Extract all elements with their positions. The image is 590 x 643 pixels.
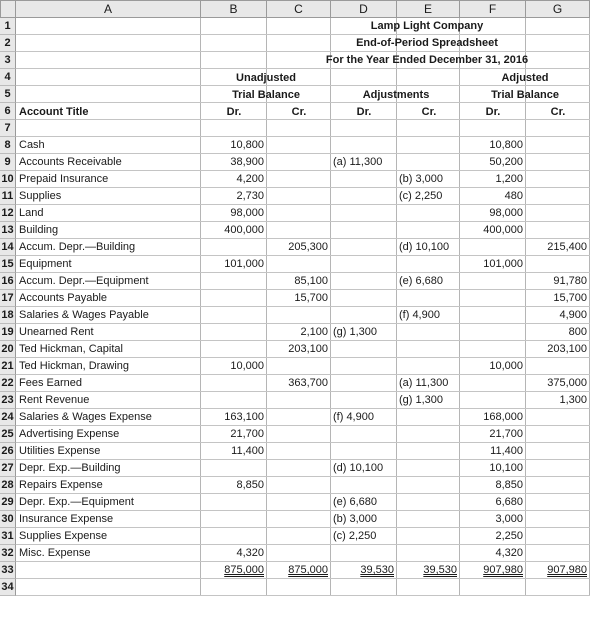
account-title-cell[interactable]: Equipment [19, 258, 72, 270]
row-number-29[interactable]: 29 [0, 494, 16, 511]
cell-tb-dr[interactable]: 101,000 [224, 258, 264, 270]
cell-atb-cr[interactable]: 1,300 [559, 394, 587, 406]
cell-atb-dr[interactable]: 101,000 [483, 258, 523, 270]
cell-atb-dr[interactable]: 168,000 [483, 411, 523, 423]
account-title-cell[interactable]: Depr. Exp.—Building [19, 462, 121, 474]
account-title-cell[interactable]: Depr. Exp.—Equipment [19, 496, 134, 508]
account-title-cell[interactable]: Prepaid Insurance [19, 173, 109, 185]
account-title-cell[interactable]: Unearned Rent [19, 326, 94, 338]
cell-atb-dr[interactable]: 10,000 [489, 360, 523, 372]
cell-tb-dr[interactable]: 4,200 [236, 173, 264, 185]
column-header-a[interactable]: A [16, 0, 201, 18]
cell-adj-cr[interactable]: (g) 1,300 [399, 394, 444, 406]
row-number-22[interactable]: 22 [0, 375, 16, 392]
cell-atb-cr[interactable]: 91,780 [553, 275, 587, 287]
row-number-19[interactable]: 19 [0, 324, 16, 341]
cell-atb-dr[interactable]: 3,000 [495, 513, 523, 525]
cell-adj-cr[interactable]: (d) 10,100 [399, 241, 450, 253]
account-title-cell[interactable]: Utilities Expense [19, 445, 101, 457]
cell-adj-dr[interactable]: (a) 11,300 [333, 156, 383, 168]
cell-atb-cr[interactable]: 800 [568, 326, 587, 338]
row-number-2[interactable]: 2 [0, 35, 16, 52]
account-title-cell[interactable]: Salaries & Wages Expense [19, 411, 152, 423]
row-number-33[interactable]: 33 [0, 562, 16, 579]
cell-atb-dr[interactable]: 6,680 [495, 496, 523, 508]
cell-tb-dr[interactable]: 4,320 [236, 547, 264, 559]
cell-atb-dr[interactable]: 480 [504, 190, 523, 202]
row-number-3[interactable]: 3 [0, 52, 16, 69]
cell-adj-dr[interactable]: (c) 2,250 [333, 530, 377, 542]
grid-hline [16, 595, 590, 596]
adjusted-header-2[interactable]: Trial Balance [491, 89, 559, 101]
account-title-cell[interactable]: Supplies Expense [19, 530, 108, 542]
account-title-cell[interactable]: Accounts Receivable [19, 156, 122, 168]
cell-tb-dr[interactable]: 98,000 [230, 207, 264, 219]
account-title-cell[interactable]: Land [19, 207, 44, 219]
row-number-26[interactable]: 26 [0, 443, 16, 460]
cell-tb-dr[interactable]: 11,400 [231, 445, 264, 457]
cell-tb-cr[interactable]: 205,300 [288, 241, 328, 253]
cell-adj-cr[interactable]: (a) 11,300 [399, 377, 449, 389]
select-all-corner[interactable] [0, 0, 16, 18]
row-number-27[interactable]: 27 [0, 460, 16, 477]
total-tb-dr[interactable]: 875,000 [224, 564, 264, 576]
row-number-8[interactable]: 8 [0, 137, 16, 154]
cell-tb-dr[interactable]: 400,000 [224, 224, 264, 236]
cell-adj-cr[interactable]: (e) 6,680 [399, 275, 444, 287]
account-title-cell[interactable]: Accum. Depr.—Building [19, 241, 136, 253]
cell-atb-cr[interactable]: 15,700 [553, 292, 587, 304]
column-header-e[interactable]: E [397, 0, 460, 18]
column-header-g[interactable]: G [526, 0, 590, 18]
cell-tb-dr[interactable]: 10,800 [230, 139, 264, 151]
cell-atb-dr[interactable]: 98,000 [489, 207, 523, 219]
row-number-12[interactable]: 12 [0, 205, 16, 222]
cell-atb-dr[interactable]: 21,700 [489, 428, 523, 440]
cell-adj-dr[interactable]: (g) 1,300 [333, 326, 378, 338]
account-title-cell[interactable]: Salaries & Wages Payable [19, 309, 149, 321]
cell-tb-cr[interactable]: 85,100 [294, 275, 328, 287]
cell-atb-dr[interactable]: 4,320 [495, 547, 523, 559]
row-number-1[interactable]: 1 [0, 18, 16, 35]
period-title[interactable]: For the Year Ended December 31, 2016 [325, 54, 529, 66]
row-number-17[interactable]: 17 [0, 290, 16, 307]
cell-adj-cr[interactable]: (c) 2,250 [399, 190, 443, 202]
cell-atb-cr[interactable]: 203,100 [547, 343, 587, 355]
cell-tb-dr[interactable]: 38,900 [230, 156, 264, 168]
unadjusted-header-1[interactable]: Unadjusted [236, 72, 296, 84]
row-number-28[interactable]: 28 [0, 477, 16, 494]
adj-cr-header[interactable]: Cr. [421, 106, 437, 118]
account-title-cell[interactable]: Fees Earned [19, 377, 82, 389]
cell-atb-dr[interactable]: 2,250 [495, 530, 523, 542]
column-header-b[interactable]: B [201, 0, 267, 18]
column-header-c[interactable]: C [267, 0, 331, 18]
total-atb-cr[interactable]: 907,980 [547, 564, 587, 576]
account-title-cell[interactable]: Insurance Expense [19, 513, 114, 525]
cell-atb-cr[interactable]: 4,900 [559, 309, 587, 321]
account-title-cell[interactable]: Supplies [19, 190, 62, 202]
cell-atb-dr[interactable]: 11,400 [490, 445, 523, 457]
total-atb-dr[interactable]: 907,980 [483, 564, 523, 576]
cell-tb-dr[interactable]: 21,700 [230, 428, 264, 440]
tb-dr-header[interactable]: Dr. [226, 106, 242, 118]
account-title-cell[interactable]: Rent Revenue [19, 394, 90, 406]
tb-cr-header[interactable]: Cr. [291, 106, 307, 118]
row-number-15[interactable]: 15 [0, 256, 16, 273]
cell-atb-dr[interactable]: 1,200 [495, 173, 523, 185]
cell-tb-dr[interactable]: 10,000 [230, 360, 264, 372]
total-tb-cr[interactable]: 875,000 [288, 564, 328, 576]
adjusted-header-1[interactable]: Adjusted [501, 72, 549, 84]
account-title-cell[interactable]: Building [19, 224, 59, 236]
cell-tb-cr[interactable]: 363,700 [288, 377, 328, 389]
atb-cr-header[interactable]: Cr. [550, 106, 566, 118]
column-header-d[interactable]: D [331, 0, 397, 18]
row-number-5[interactable]: 5 [0, 86, 16, 103]
cell-tb-dr[interactable]: 163,100 [224, 411, 264, 423]
row-number-4[interactable]: 4 [0, 69, 16, 86]
row-number-20[interactable]: 20 [0, 341, 16, 358]
row-number-7[interactable]: 7 [0, 120, 16, 137]
row-number-13[interactable]: 13 [0, 222, 16, 239]
cell-atb-dr[interactable]: 50,200 [489, 156, 523, 168]
row-number-21[interactable]: 21 [0, 358, 16, 375]
row-number-16[interactable]: 16 [0, 273, 16, 290]
row-number-9[interactable]: 9 [0, 154, 16, 171]
account-title-cell[interactable]: Accum. Depr.—Equipment [19, 275, 149, 287]
cell-tb-cr[interactable]: 2,100 [300, 326, 328, 338]
cell-adj-cr[interactable]: (f) 4,900 [399, 309, 440, 321]
account-title-header[interactable]: Account Title [19, 106, 89, 118]
cell-atb-cr[interactable]: 375,000 [547, 377, 587, 389]
total-adj-dr[interactable]: 39,530 [360, 564, 394, 576]
account-title-cell[interactable]: Ted Hickman, Drawing [19, 360, 130, 372]
cell-atb-dr[interactable]: 8,850 [495, 479, 523, 491]
row-number-24[interactable]: 24 [0, 409, 16, 426]
cell-adj-dr[interactable]: (d) 10,100 [333, 462, 384, 474]
report-title[interactable]: End-of-Period Spreadsheet [356, 37, 498, 49]
row-number-11[interactable]: 11 [0, 188, 16, 205]
adjustments-header[interactable]: Adjustments [362, 89, 430, 101]
row-number-6[interactable]: 6 [0, 103, 16, 120]
company-title[interactable]: Lamp Light Company [370, 20, 484, 32]
cell-adj-dr[interactable]: (e) 6,680 [333, 496, 378, 508]
cell-adj-cr[interactable]: (b) 3,000 [399, 173, 444, 185]
row-number-10[interactable]: 10 [0, 171, 16, 188]
column-header-f[interactable]: F [460, 0, 526, 18]
account-title-cell[interactable]: Cash [19, 139, 45, 151]
row-number-14[interactable]: 14 [0, 239, 16, 256]
total-adj-cr[interactable]: 39,530 [423, 564, 457, 576]
cell-atb-cr[interactable]: 215,400 [547, 241, 587, 253]
row-number-31[interactable]: 31 [0, 528, 16, 545]
cell-tb-cr[interactable]: 203,100 [288, 343, 328, 355]
account-title-cell[interactable]: Misc. Expense [19, 547, 91, 559]
row-number-30[interactable]: 30 [0, 511, 16, 528]
row-number-34[interactable]: 34 [0, 579, 16, 596]
cell-tb-dr[interactable]: 2,730 [236, 190, 264, 202]
account-title-cell[interactable]: Repairs Expense [19, 479, 103, 491]
cell-atb-dr[interactable]: 400,000 [483, 224, 523, 236]
cell-adj-dr[interactable]: (b) 3,000 [333, 513, 378, 525]
account-title-cell[interactable]: Accounts Payable [19, 292, 108, 304]
row-number-23[interactable]: 23 [0, 392, 16, 409]
adj-dr-header[interactable]: Dr. [356, 106, 372, 118]
atb-dr-header[interactable]: Dr. [485, 106, 501, 118]
cell-tb-cr[interactable]: 15,700 [294, 292, 328, 304]
account-title-cell[interactable]: Ted Hickman, Capital [19, 343, 123, 355]
cell-tb-dr[interactable]: 8,850 [236, 479, 264, 491]
account-title-cell[interactable]: Advertising Expense [19, 428, 120, 440]
cell-adj-dr[interactable]: (f) 4,900 [333, 411, 374, 423]
unadjusted-header-2[interactable]: Trial Balance [232, 89, 300, 101]
cell-atb-dr[interactable]: 10,100 [489, 462, 523, 474]
row-number-18[interactable]: 18 [0, 307, 16, 324]
row-number-32[interactable]: 32 [0, 545, 16, 562]
cell-atb-dr[interactable]: 10,800 [489, 139, 523, 151]
row-number-25[interactable]: 25 [0, 426, 16, 443]
